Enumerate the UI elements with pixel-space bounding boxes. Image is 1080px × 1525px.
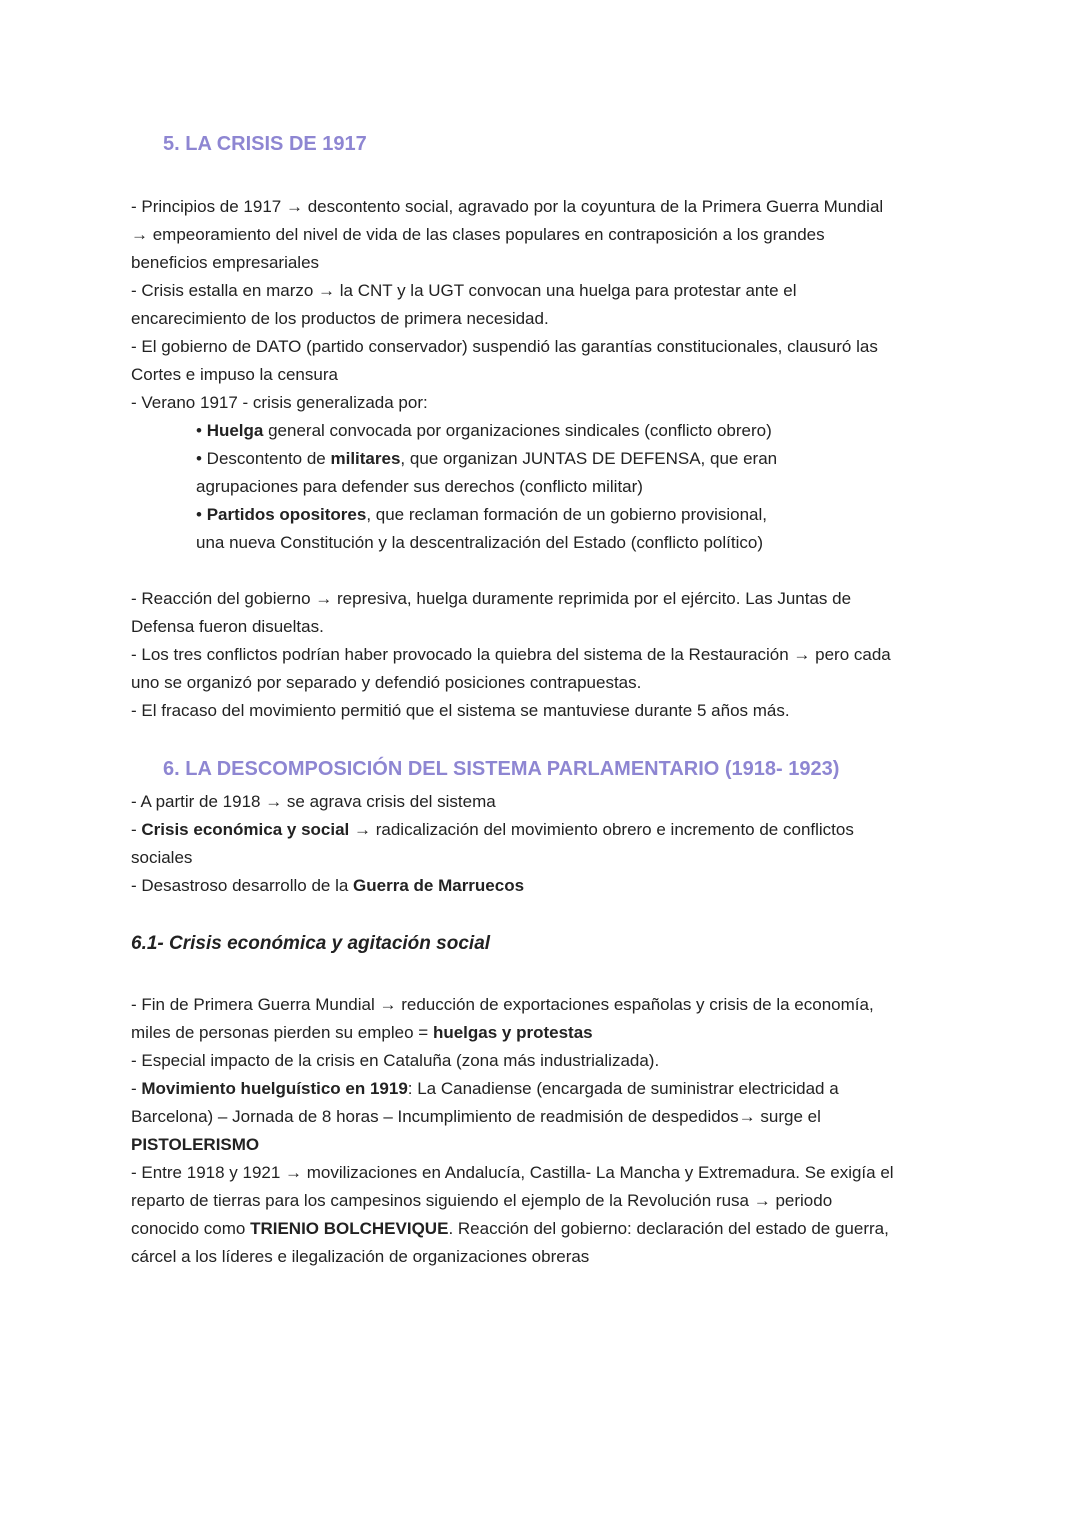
- text-line: uno se organizó por separado y defendió posiciones contrapuestas.: [131, 673, 642, 692]
- text-line: - El gobierno de DATO (partido conservador) suspendió las garantías constitucionales, clausuró las: [131, 337, 878, 356]
- text-line: Defensa fueron disueltas.: [131, 617, 324, 636]
- text-line: beneficios empresariales: [131, 253, 320, 272]
- text-line: - Principios de 1917 → descontento social, agravado por la coyuntura de la Primera Guerra Mundial: [131, 197, 884, 216]
- text-line: - El fracaso del movimiento permitió que el sistema se mantuviese durante 5 años más.: [131, 701, 790, 720]
- text-line: - Verano 1917 - crisis generalizada por:: [131, 393, 428, 412]
- text-line: Barcelona) – Jornada de 8 horas – Incumplimiento de readmisión de despedidos→ surge el: [131, 1107, 821, 1126]
- bullet-continuation: agrupaciones para defender sus derechos (conflicto militar): [196, 477, 643, 496]
- text-line: encarecimiento de los productos de primera necesidad.: [131, 309, 549, 328]
- text-line: - Los tres conflictos podrían haber provocado la quiebra del sistema de la Restauración → pero cada: [131, 645, 891, 664]
- section-5-heading: 5. LA CRISIS DE 1917: [163, 133, 367, 155]
- text-line: → empeoramiento del nivel de vida de las clases populares en contraposición a los grandes: [131, 225, 825, 244]
- text-line: cárcel a los líderes e ilegalización de organizaciones obreras: [131, 1247, 590, 1266]
- bullet-continuation: una nueva Constitución y la descentralización del Estado (conflicto político): [196, 533, 763, 552]
- section-6-heading: 6. LA DESCOMPOSICIÓN DEL SISTEMA PARLAMENTARIO (1918- 1923): [163, 758, 840, 780]
- text-line: - Movimiento huelguístico en 1919: La Canadiense (encargada de suministrar electricidad a: [131, 1079, 839, 1098]
- text-line: - Desastroso desarrollo de la Guerra de Marruecos: [131, 876, 525, 895]
- text-line: Cortes e impuso la censura: [131, 365, 338, 384]
- text-line: - Reacción del gobierno → represiva, huelga duramente reprimida por el ejército. Las Juntas de: [131, 589, 852, 608]
- text-line: - Especial impacto de la crisis en Cataluña (zona más industrializada).: [131, 1051, 660, 1070]
- text-line: reparto de tierras para los campesinos siguiendo el ejemplo de la Revolución rusa → periodo: [131, 1191, 833, 1210]
- text-line: PISTOLERISMO: [131, 1135, 260, 1154]
- text-line: - Crisis económica y social → radicalización del movimiento obrero e incremento de conflictos: [131, 820, 854, 839]
- bullet-item: • Descontento de militares, que organizan JUNTAS DE DEFENSA, que eran: [196, 449, 778, 468]
- text-line: - A partir de 1918 → se agrava crisis del sistema: [131, 792, 496, 811]
- subsection-6-1-heading: 6.1- Crisis económica y agitación social: [131, 933, 491, 954]
- text-line: sociales: [131, 848, 193, 867]
- text-line: miles de personas pierden su empleo = huelgas y protestas: [131, 1023, 593, 1042]
- text-line: - Entre 1918 y 1921 → movilizaciones en Andalucía, Castilla- La Mancha y Extremadura. Se exigía el: [131, 1163, 894, 1182]
- text-line: - Fin de Primera Guerra Mundial → reducción de exportaciones españolas y crisis de la economía,: [131, 995, 874, 1014]
- text-line: - Crisis estalla en marzo → la CNT y la UGT convocan una huelga para protestar ante el: [131, 281, 797, 300]
- text-line: conocido como TRIENIO BOLCHEVIQUE. Reacción del gobierno: declaración del estado de guerra,: [131, 1219, 889, 1238]
- bullet-item: • Partidos opositores, que reclaman formación de un gobierno provisional,: [196, 505, 768, 524]
- bullet-item: • Huelga general convocada por organizaciones sindicales (conflicto obrero): [196, 421, 772, 440]
